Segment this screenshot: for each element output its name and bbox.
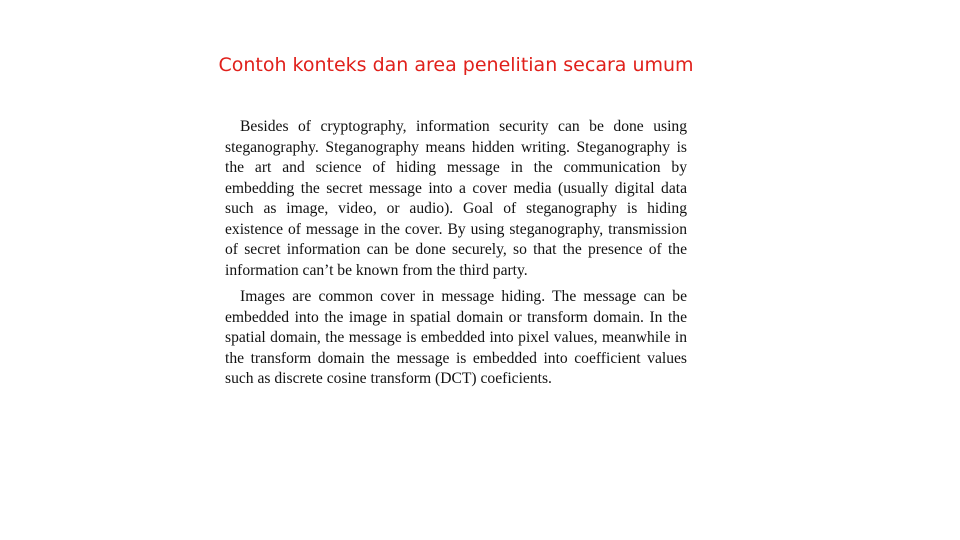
slide-title: Contoh konteks dan area penelitian secara umum	[218, 54, 694, 76]
paragraph-image-cover: Images are common cover in message hiding. The message can be embedded into the image in spatial domain or transform domain. In the spatial domain, the message is embedded into pixel values, meanwhile in the transform domain the message is embedded into coefficient values such as discrete cosine transform (DCT) coeficients.	[225, 288, 687, 387]
body-text	[225, 117, 687, 396]
paragraph-steganography: Besides of cryptography, information security can be done using steganography. Steganography means hidden writing. Steganography is the art and science of hiding message in the communication by embedding the secret message into a cover media (usually digital data such as image, video, or audio). Goal of steganography is hiding existence of message in the cover. By using steganography, transmission of secret information can be done securely, so that the presence of the information can’t be known from the third party.	[225, 118, 687, 279]
